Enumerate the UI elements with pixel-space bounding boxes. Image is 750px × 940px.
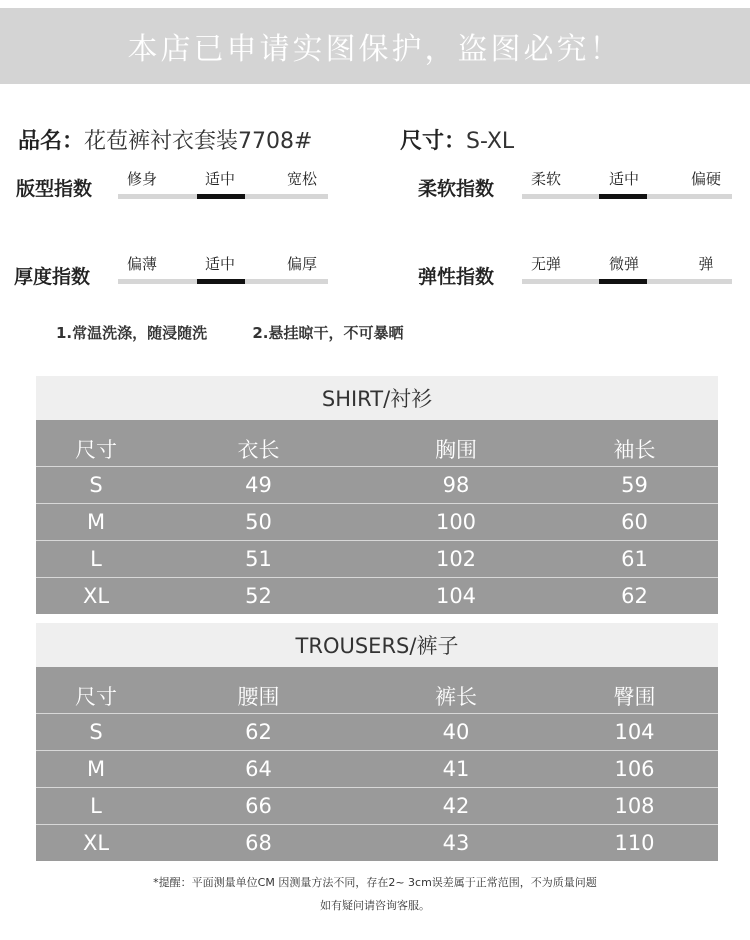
table-header-row (36, 420, 718, 466)
metric-title-fit: 版型指数 (16, 178, 93, 200)
table-cell: S (89, 720, 103, 744)
table-cell: 41 (442, 757, 470, 781)
table-cell: 100 (435, 510, 477, 534)
table-header-cell: 胸围 (435, 438, 477, 462)
metric-selected-indicator (599, 279, 647, 284)
table-cell: 43 (442, 831, 470, 855)
table-row (36, 824, 718, 861)
table-cell: 64 (245, 757, 272, 781)
table-cell: 104 (614, 720, 655, 744)
footnote-measurement: *提醒：平面测量单位CM 因测量方法不同，存在2~ 3cm误差属于正常范围，不为质量问题 (153, 876, 597, 889)
metric-option: 无弹 (530, 255, 561, 273)
table-row (36, 787, 718, 824)
table-cell: 62 (621, 584, 648, 608)
table-header-row (36, 667, 718, 713)
table-cell: XL (82, 831, 110, 855)
table-row (36, 540, 718, 577)
shirt-table-grid (36, 420, 718, 614)
table-cell: 52 (245, 584, 272, 608)
table-row (36, 466, 718, 503)
trousers-table-grid (36, 667, 718, 861)
table-cell: 62 (245, 720, 272, 744)
metric-title-thickness: 厚度指数 (14, 266, 91, 288)
metric-selected-indicator (197, 194, 245, 199)
metric-scale-thickness (118, 253, 328, 287)
care-instructions (56, 322, 444, 343)
metric-option: 修身 (126, 170, 157, 188)
table-cell: 60 (621, 510, 648, 534)
table-cell: M (86, 510, 106, 534)
table-cell: 104 (435, 584, 477, 608)
table-cell: M (86, 757, 106, 781)
metric-scale-elasticity (522, 253, 732, 287)
table-row (36, 503, 718, 540)
metric-option: 偏厚 (286, 255, 317, 273)
table-cell: 110 (614, 831, 655, 855)
table-cell: S (89, 473, 103, 497)
shirt-table-title: SHIRT/衬衫 (36, 376, 718, 420)
table-header-cell: 腰围 (237, 685, 280, 709)
metric-scale-softness (522, 168, 732, 202)
metric-option: 适中 (204, 170, 235, 188)
table-cell: 108 (614, 794, 655, 818)
table-cell: 61 (621, 547, 648, 571)
product-name (18, 124, 312, 155)
metric-option: 弹 (698, 255, 714, 273)
table-cell: L (90, 794, 102, 818)
table-header-cell: 裤长 (435, 685, 477, 709)
product-name-value: 花苞裤衬衣套装7708# (84, 129, 313, 154)
product-size (400, 124, 514, 155)
metric-selected-indicator (197, 279, 245, 284)
table-row (36, 577, 718, 614)
table-row (36, 713, 718, 750)
metric-option: 宽松 (286, 170, 317, 188)
metric-title-elasticity: 弹性指数 (418, 266, 495, 288)
table-header-cell: 尺寸 (75, 438, 117, 462)
care-item-wash: 1.常温洗涤，随浸随洗 (56, 324, 208, 342)
product-size-value: S-XL (466, 129, 515, 154)
metric-option: 适中 (608, 170, 639, 188)
table-cell: 49 (245, 473, 272, 497)
metric-option: 偏硬 (690, 170, 721, 188)
table-cell: L (90, 547, 102, 571)
metric-option: 偏薄 (126, 255, 157, 273)
metric-option: 微弹 (608, 255, 639, 273)
product-name-label: 品名： (18, 129, 85, 154)
table-cell: 66 (245, 794, 272, 818)
table-cell: 68 (245, 831, 272, 855)
metric-scale-fit (118, 168, 328, 202)
table-cell: 106 (614, 757, 655, 781)
trousers-size-table (36, 623, 718, 861)
table-cell: 98 (442, 473, 470, 497)
table-header-cell: 袖长 (613, 438, 656, 462)
table-cell: 59 (621, 473, 648, 497)
table-row (36, 750, 718, 787)
metric-selected-indicator (599, 194, 647, 199)
table-cell: XL (82, 584, 110, 608)
table-cell: 102 (435, 547, 477, 571)
table-header-cell: 尺寸 (75, 685, 117, 709)
trousers-table-title: TROUSERS/裤子 (36, 623, 718, 667)
metric-option: 柔软 (530, 170, 561, 188)
care-item-dry: 2.悬挂晾干，不可暴晒 (252, 324, 404, 342)
table-cell: 51 (245, 547, 272, 571)
protection-banner (0, 8, 750, 84)
footnote-contact: 如有疑问请咨询客服。 (320, 899, 430, 912)
metric-title-softness: 柔软指数 (418, 178, 495, 200)
table-header-cell: 衣长 (237, 438, 280, 462)
product-size-label: 尺寸： (400, 129, 467, 154)
table-cell: 40 (442, 720, 470, 744)
table-cell: 50 (245, 510, 272, 534)
shirt-size-table (36, 376, 718, 614)
banner-text: 本店已申请实图保护，盗图必究！ (127, 32, 623, 67)
table-header-cell: 臀围 (613, 685, 656, 709)
metric-option: 适中 (204, 255, 235, 273)
table-cell: 42 (442, 794, 470, 818)
